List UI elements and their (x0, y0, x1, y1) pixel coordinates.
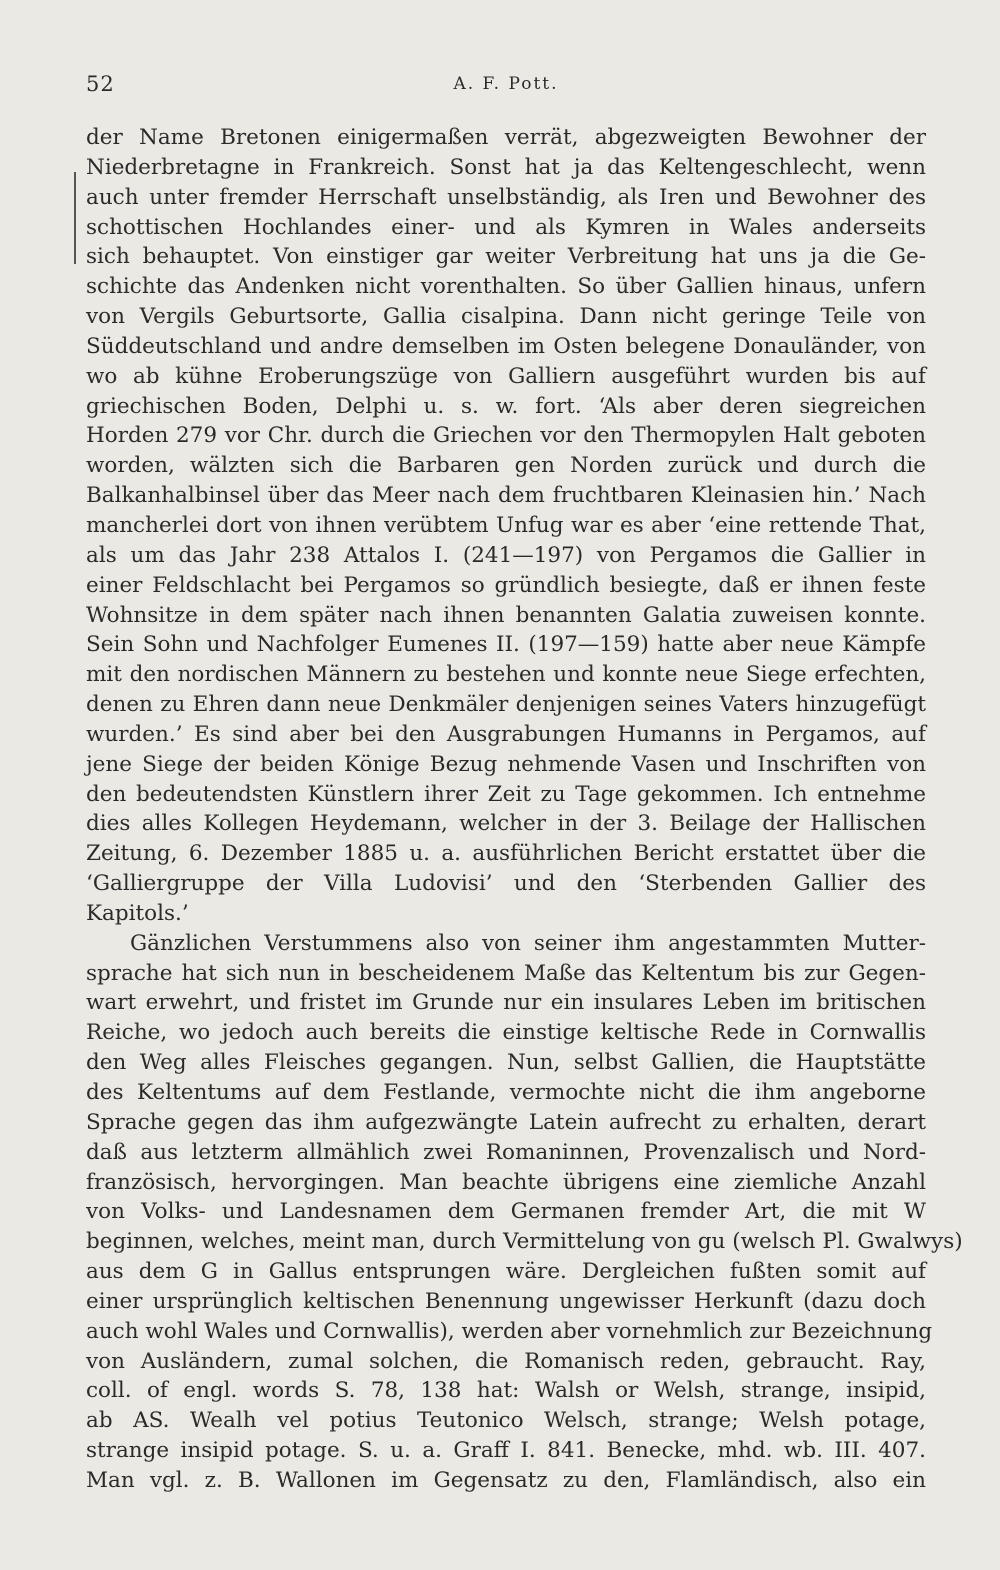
text-line: den Weg alles Fleisches gegangen. Nun, selbst Gallien, die Hauptstätte (86, 1050, 926, 1076)
text-line: strange insipid potage. S. u. a. Graff I. 841. Benecke, mhd. wb. III. 407. (86, 1438, 926, 1464)
body-text (86, 123, 963, 1496)
text-line: jene Siege der beiden Könige Bezug nehmende Vasen und Inschriften von (86, 751, 926, 777)
paragraph-end-line: Kapitols.’ (86, 900, 189, 926)
text-line: wart erwehrt, und fristet im Grunde nur ein insulares Leben im britischen (86, 990, 926, 1016)
margin-mark (74, 172, 76, 264)
text-line: dies alles Kollegen Heydemann, welcher in der 3. Beilage der Hallischen (86, 811, 926, 837)
text-line: sprache hat sich nun in bescheidenem Maße das Keltentum bis zur Gegen- (86, 960, 926, 986)
text-line: des Keltentums auf dem Festlande, vermochte nicht die ihm angeborne (86, 1080, 926, 1105)
text-line: als um das Jahr 238 Attalos I. (241—197) von Pergamos die Gallier in (86, 542, 926, 568)
text-line: den bedeutendsten Künstlern ihrer Zeit zu Tage gekommen. Ich entnehme (86, 781, 926, 807)
text-line: von Vergils Geburtsorte, Gallia cisalpina. Dann nicht geringe Teile von (86, 304, 926, 330)
text-line: beginnen, welches, meint man, durch Vermittelung von gu (welsch Pl. Gwalwys) (86, 1229, 963, 1255)
page-header (86, 72, 926, 102)
text-line: worden, wälzten sich die Barbaren gen Norden zurück und durch die (86, 453, 926, 479)
text-line: griechischen Boden, Delphi u. s. w. fort. ‘Als aber deren siegreichen (86, 393, 926, 419)
text-line: von Ausländern, zumal solchen, die Romanisch reden, gebraucht. Ray, (86, 1348, 926, 1374)
text-line: Wohnsitze in dem später nach ihnen benannten Galatia zuweisen konnte. (86, 602, 926, 628)
text-line: wo ab kühne Eroberungszüge von Galliern ausgeführt wurden bis auf (86, 363, 926, 389)
page-number: 52 (86, 72, 115, 96)
text-line: Sprache gegen das ihm aufgezwängte Latein aufrecht zu erhalten, derart (86, 1109, 926, 1135)
text-line: aus dem G in Gallus entsprungen wäre. Dergleichen fußten somit auf (86, 1259, 926, 1285)
text-line: daß aus letzterm allmählich zwei Romaninnen, Provenzalisch und Nord- (86, 1139, 926, 1165)
text-line: mit den nordischen Männern zu bestehen und konnte neue Siege erfechten, (86, 662, 926, 688)
text-line: einer Feldschlacht bei Pergamos so gründlich besiegte, daß er ihnen feste (86, 572, 926, 598)
text-line: französisch, hervorgingen. Man beachte übrigens eine ziemliche Anzahl (86, 1169, 926, 1195)
text-line: der Name Bretonen einigermaßen verrät, abgezweigten Bewohner der (86, 125, 926, 150)
text-line: Reiche, wo jedoch auch bereits die einstige keltische Rede in Cornwallis (86, 1020, 926, 1046)
text-line: schichte das Andenken nicht vorenthalten. So über Gallien hinaus, unfern (86, 274, 926, 300)
text-line: coll. of engl. words S. 78, 138 hat: Walsh or Welsh, strange, insipid, (86, 1378, 926, 1404)
text-line: sich behauptet. Von einstiger gar weiter Verbreitung hat uns ja die Ge- (86, 244, 926, 270)
text-line: Süddeutschland und andre demselben im Osten belegene Donauländer, von (86, 333, 926, 359)
text-line: auch unter fremder Herrschaft unselbständig, als Iren und Bewohner des (86, 184, 926, 210)
text-line: auch wohl Wales und Cornwallis), werden aber vornehmlich zur Bezeichnung (86, 1318, 933, 1344)
text-line: wurden.’ Es sind aber bei den Ausgrabungen Humanns in Pergamos, auf (86, 721, 926, 747)
text-line: einer ursprünglich keltischen Benennung ungewisser Herkunft (dazu doch (86, 1288, 926, 1314)
text-line: Zeitung, 6. Dezember 1885 u. a. ausführlichen Bericht erstattet über die (86, 841, 926, 867)
text-line: mancherlei dort von ihnen verübtem Unfug war es aber ‘eine rettende That, (86, 512, 926, 538)
text-line: ab AS. Wealh vel potius Teutonico Welsch, strange; Welsh potage, (86, 1408, 926, 1434)
text-line: denen zu Ehren dann neue Denkmäler denjenigen seines Vaters hinzugefügt (86, 692, 926, 718)
text-line: Balkanhalbinsel über das Meer nach dem fruchtbaren Kleinasien hin.’ Nach (86, 483, 926, 509)
paragraph-start-line: Gänzlichen Verstummens also von seiner ihm angestammten Mutter- (130, 930, 926, 956)
text-line: von Volks- und Landesnamen dem Germanen fremder Art, die mit W (86, 1199, 926, 1225)
text-line: ‘Galliergruppe der Villa Ludovisi’ und den ‘Sterbenden Gallier des (86, 871, 926, 897)
text-line: Man vgl. z. B. Wallonen im Gegensatz zu den, Flamländisch, also ein (86, 1467, 926, 1493)
text-line: Horden 279 vor Chr. durch die Griechen vor den Thermopylen Halt geboten (86, 423, 926, 449)
running-head: A. F. Pott. (453, 74, 559, 94)
text-line: Sein Sohn und Nachfolger Eumenes II. (197—159) hatte aber neue Kämpfe (86, 632, 926, 658)
text-line: schottischen Hochlandes einer- und als Kymren in Wales anderseits (86, 214, 926, 240)
text-line: Niederbretagne in Frankreich. Sonst hat ja das Keltengeschlecht, wenn (86, 154, 926, 180)
